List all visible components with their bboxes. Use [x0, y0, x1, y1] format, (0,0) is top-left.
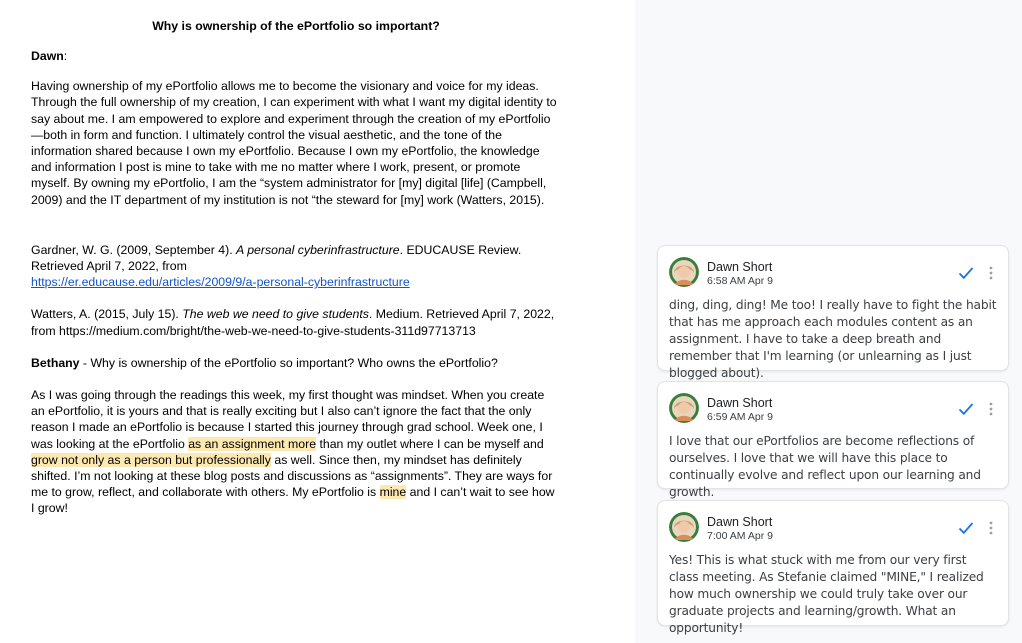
speaker-dawn — [31, 48, 561, 64]
check-icon — [958, 266, 974, 280]
comment-card[interactable] — [657, 245, 1009, 380]
commented-highlight[interactable]: grow not only as a person but professionally — [31, 452, 271, 467]
comment-header — [669, 512, 998, 546]
reference-link[interactable]: https://er.educause.edu/articles/2009/9/a-personal-cyberinfrastructure — [31, 275, 410, 290]
resolve-button[interactable] — [956, 263, 976, 283]
avatar — [669, 512, 699, 542]
comment-card[interactable] — [657, 500, 1009, 635]
more-vert-icon — [989, 402, 993, 416]
comment-header — [669, 393, 998, 427]
more-options-button[interactable] — [986, 263, 996, 283]
paragraph-text: and I can’t wait to see how I grow! — [31, 485, 555, 516]
bethany-paragraph — [31, 387, 561, 517]
comment-text: ding, ding, ding! Me too! I really have to fight the habit that has me approach each modules content as an assignment. I have to take a deep breath and remember that I'm learning (or unlearning as I just blogged about). — [669, 298, 997, 380]
comment-text: I love that our ePortfolios are become reflections of ourselves. I love that we will have this place to continually evolve and reflect upon our learning and growth. — [669, 434, 981, 499]
reference-text: . Medium. Retrieved April 7, 2022, from https://medium.com/bright/the-web-we-need-to-give-students-311d97713713 — [31, 307, 555, 338]
paragraph-text: as well. Since then, my mindset has definitely shifted. I’m not looking at these blog posts and discussions as “assignments”. They are ways for me to grow, reflect, and collaborate with others. My ePortfolio is — [31, 452, 553, 500]
comments-pane — [635, 0, 1022, 643]
commented-highlight[interactable]: mine — [379, 485, 407, 500]
paragraph-text: As I was going through the readings this week, my first thought was mindset. When you create an ePortfolio, it is yours and that is really exciting but I also can’t ignore the fact that the only reason I made an ePortfolio is because I started this journey through grad school. Week one, I was looking at the ePortfolio — [31, 388, 545, 451]
avatar — [669, 393, 699, 423]
commented-highlight[interactable]: as an assignment more — [188, 436, 317, 451]
resolve-button[interactable] — [956, 399, 976, 419]
comment-timestamp: 6:59 AM Apr 9 — [707, 411, 773, 423]
document-content — [31, 18, 561, 533]
reference-watters — [31, 306, 561, 338]
dawn-paragraph: Having ownership of my ePortfolio allows me to become the visionary and voice for my ideas. Through the full ownership of my creation, I can experiment with what I want my digital identity to say about me. I am empowered to explore and experiment through the creation of my ePortfolio—both in form and function. I ultimately control the visual aesthetic, and the tone of the information shared because I own my ePortfolio. Because I own my ePortfolio, the knowledge and information I post is mine to take with me no matter where I work, present, or promote myself. By owning my ePortfolio, I am the “system administrator for [my] digital [life] (Campbell, 2009) and the IT department of my institution is not “the steward for [my] work (Watters, 2015). — [31, 79, 557, 207]
speaker-name: Bethany — [31, 355, 80, 370]
reference-title: A personal cyberinfrastructure — [236, 242, 400, 257]
document-title: Why is ownership of the ePortfolio so important? — [152, 19, 440, 33]
more-vert-icon — [989, 521, 993, 535]
comment-timestamp: 6:58 AM Apr 9 — [707, 275, 773, 287]
speaker-question: - Why is ownership of the ePortfolio so important? Who owns the ePortfolio? — [79, 355, 498, 370]
comment-timestamp: 7:00 AM Apr 9 — [707, 530, 773, 542]
reference-title: The web we need to give students — [182, 307, 369, 322]
paragraph-text: than my outlet where I can be myself and — [316, 436, 544, 451]
reference-text: Watters, A. (2015, July 15). — [31, 307, 183, 322]
more-options-button[interactable] — [986, 518, 996, 538]
more-options-button[interactable] — [986, 399, 996, 419]
comment-author: Dawn Short — [707, 260, 773, 274]
avatar — [669, 257, 699, 287]
more-vert-icon — [989, 266, 993, 280]
reference-text: . EDUCAUSE Review. Retrieved April 7, 2022, from — [31, 242, 522, 274]
speaker-bethany — [31, 355, 561, 371]
spacer — [31, 224, 561, 242]
check-icon — [958, 402, 974, 416]
speaker-name: Dawn — [31, 49, 64, 63]
comment-author: Dawn Short — [707, 515, 773, 529]
reference-text: Gardner, W. G. (2009, September 4). — [31, 242, 237, 257]
check-icon — [958, 521, 974, 535]
comment-header — [669, 257, 998, 291]
resolve-button[interactable] — [956, 518, 976, 538]
reference-gardner — [31, 242, 561, 291]
comment-card[interactable] — [657, 381, 1009, 499]
comment-author: Dawn Short — [707, 396, 773, 410]
speaker-colon: : — [63, 49, 68, 63]
comment-text: Yes! This is what stuck with me from our very first class meeting. As Stefanie claimed "MINE," I realized how much ownership we could truly take over our graduate projects and learning/growth. What an opportunity! — [669, 553, 984, 635]
